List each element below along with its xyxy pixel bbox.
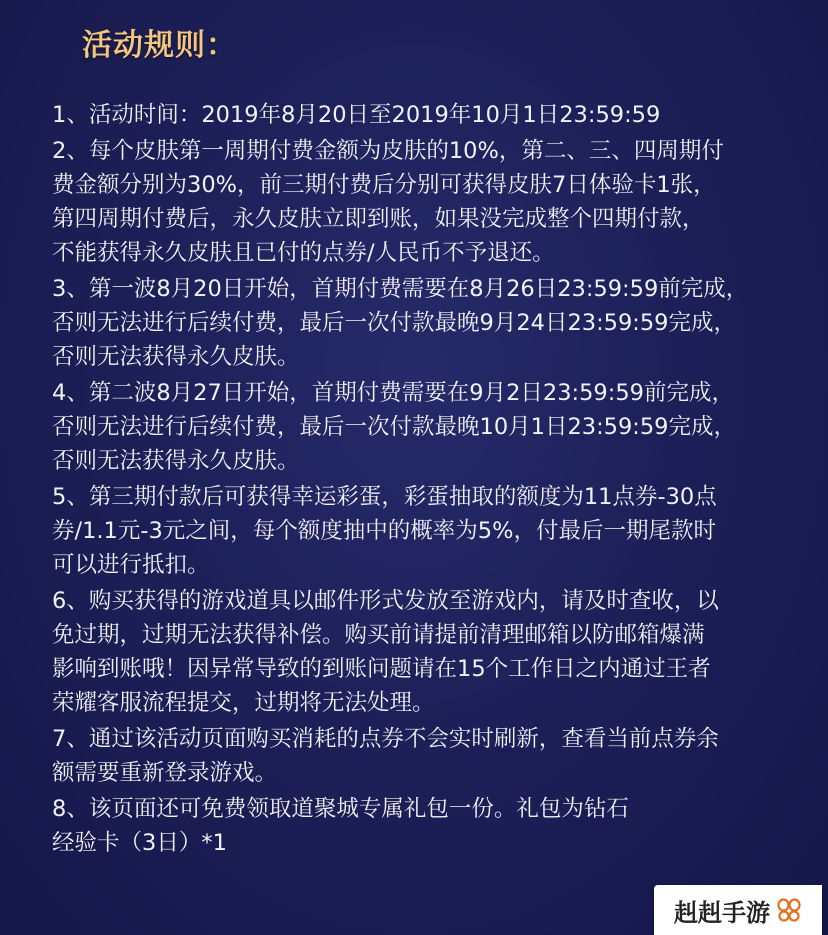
rule-line: 6、购买获得的游戏道具以邮件形式发放至游戏内，请及时查收，以 xyxy=(52,588,719,614)
rule-item-3 xyxy=(52,272,792,374)
rule-line: 荣耀客服流程提交，过期将无法处理。 xyxy=(52,690,435,716)
rule-line: 否则无法获得永久皮肤。 xyxy=(52,344,300,370)
rule-line: 不能获得永久皮肤且已付的点券/人民币不予退还。 xyxy=(52,240,555,266)
site-watermark xyxy=(654,885,822,935)
rule-line: 费金额分别为30%，前三期付费后分别可获得皮肤7日体验卡1张， xyxy=(52,172,716,198)
rule-line: 经验卡（3日）*1 xyxy=(52,830,227,856)
rule-item-1 xyxy=(52,98,792,132)
rule-line: 8、该页面还可免费领取道聚城专属礼包一份。礼包为钻石 xyxy=(52,796,629,822)
rule-item-2 xyxy=(52,134,792,270)
rule-line: 影响到账哦！因异常导致的到账问题请在15个工作日之内通过王者 xyxy=(52,656,711,682)
watermark-text: 赳赳手游 xyxy=(674,898,770,927)
rule-line: 否则无法获得永久皮肤。 xyxy=(52,448,300,474)
rules-title: 活动规则： xyxy=(82,28,237,63)
rule-line: 否则无法进行后续付费，最后一次付款最晚10月1日23:59:59完成， xyxy=(52,414,736,440)
rule-line: 4、第二波8月27日开始，首期付费需要在9月2日23:59:59前完成， xyxy=(52,380,734,406)
rule-line: 1、活动时间：2019年8月20日至2019年10月1日23:59:59 xyxy=(52,102,661,128)
rule-line: 券/1.1元-3元之间，每个额度抽中的概率为5%，付最后一期尾款时 xyxy=(52,518,716,544)
rule-item-7 xyxy=(52,722,792,790)
rule-line: 免过期，过期无法获得补偿。购买前请提前清理邮箱以防邮箱爆满 xyxy=(52,622,705,648)
rule-line: 额需要重新登录游戏。 xyxy=(52,760,278,786)
rule-line: 7、通过该活动页面购买消耗的点券不会实时刷新，查看当前点券余 xyxy=(52,726,719,752)
rule-item-6 xyxy=(52,584,792,720)
rule-item-5 xyxy=(52,480,792,582)
rule-line: 否则无法进行后续付费，最后一次付款最晚9月24日23:59:59完成， xyxy=(52,310,736,336)
rule-line: 5、第三期付款后可获得幸运彩蛋，彩蛋抽取的额度为11点券-30点 xyxy=(52,484,717,510)
rule-line: 第四周期付费后，永久皮肤立即到账，如果没完成整个四期付款， xyxy=(52,206,705,232)
rule-line: 3、第一波8月20日开始，首期付费需要在8月26日23:59:59前完成， xyxy=(52,276,749,302)
rule-item-8 xyxy=(52,792,792,860)
rule-item-4 xyxy=(52,376,792,478)
rule-line: 2、每个皮肤第一周期付费金额为皮肤的10%，第二、三、四周期付 xyxy=(52,138,724,164)
rule-line: 可以进行抵扣。 xyxy=(52,552,210,578)
rules-list xyxy=(52,98,792,862)
butterfly-logo-icon xyxy=(776,897,802,923)
